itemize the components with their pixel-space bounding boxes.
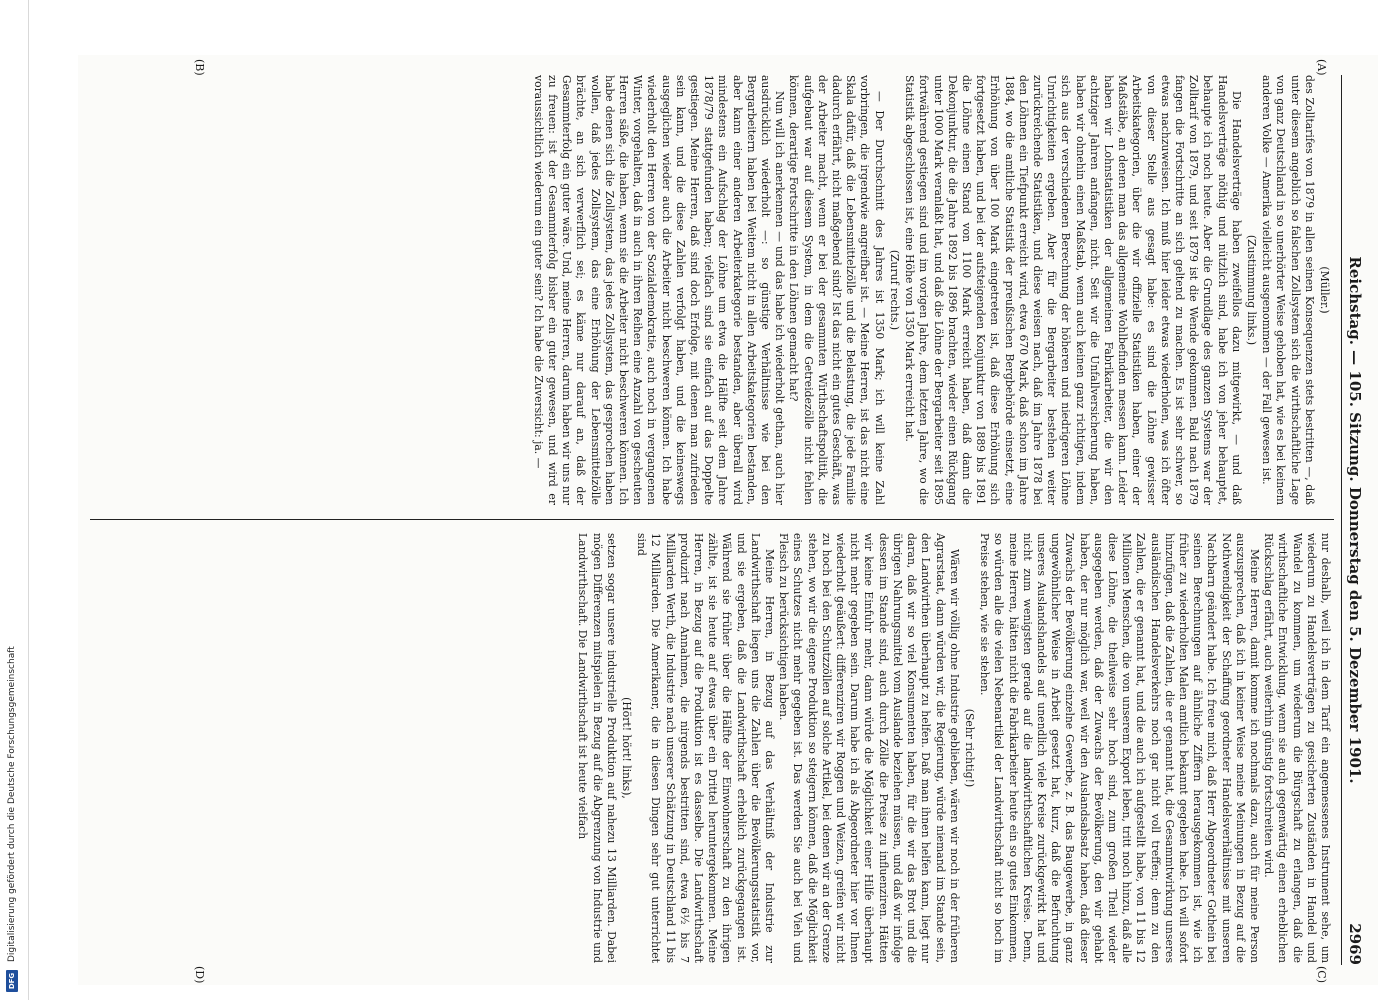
- paragraph: Die Handelsverträge haben zweifellos dazu mitgewirkt, — und daß Handelsverträge nöthig und nützlich sind, habe ich von jeher behauptet, behaupte ich noch heute. Aber die Grundlage des ganzen Systems war der Zolltarif von 1879, und seit 1879 ist die Wende gekommen. Bald nach 1879 fangen die Fortschritte an sich geltend zu machen. Es ist sehr schwer, so etwas nachzuweisen. Ich muß hier leider etwas wiederholen, was ich öfter von dieser Stelle aus gesagt habe: es sind die Löhne gewisser Arbeitskategorien, über die wir offizielle Statistiken haben, einer der Maßstäbe, an denen man das allgemeine Wohlbefinden messen kann. Leider haben wir Lohnstatistiken der allgemeinen Fabrikarbeiter, die wir den achtziger Jahren anfangen, nicht. Seit wir die Unfallversicherung haben, haben wir ohnehin einen Maßstab, wenn auch keinen ganz richtigen, indem sich aus der verschiedenen Berechnung der höheren und niedrigeren Löhne Unrichtigkeiten ergeben. Aber für die Bergarbeiter bestehen weiter zurückreichende Statistiken, und diese weisen nach, daß im Jahre 1878 bei den Löhnen ein Tiefpunkt erreicht wird, etwa 670 Mark, daß schon im Jahre 1884, wo die amtliche Statistik der preußischen Bergbehörde einsetzt, eine Erhöhung von über 100 Mark eingetreten ist, daß diese Erhöhung sich fortgesetzt haben, und bei der aufsteigenden Konjunktur von 1889 bis 1891 die Löhne einen Stand von 1100 Mark erreicht haben, daß dann die Dekonjunktur, die die Jahre 1892 bis 1896 brachten, wieder einen Rückgang unter 1000 Mark veranlaßt hat, und daß die Löhne der Bergarbeiter seit 1895 fortwährend gestiegen sind und im vorigen Jahre, dem letzten Jahre, wo die Statistik abgeschlossen ist, eine Höhe von 1350 Mark erreicht hat.: [903, 75, 1243, 505]
- paragraph: Wären wir völlig ohne Industrie geblieben, wären wir noch in der früheren Agrarstaat, dann würden wir, die Regierung, würde niemand im Stande sein, den Landwirthen überhaupt zu helfen. Daß man ihnen helfen kann, liegt nur daran, daß wir so viel Konsumenten haben, für die wir das Brot und die übrigen Nahrungsmittel vom Auslande beziehen müssen, und daß wir infolge dessen im Stande sind, auch durch Zölle die Preise zu influenziren. Hätten wir keine Einfuhr mehr, dann würde die Möglichkeit einer Hilfe überhaupt nicht mehr gegeben sein. Darum habe ich als Abgeordneter hier vor Ihnen wiederholt geäußert: differenziren wir Roggen und Weizen, greifen wir nicht zu hoch bei den Schutzzöllen auf solche Artikel, bei denen wir an der Grenze stehen, wo wir die eigene Produktion so steigern können, daß die Möglichkeit eines Schutzes nicht mehr gegeben ist. Das werden Sie auch bei Vieh und Fleisch zu berücksichtigen haben.: [777, 533, 961, 963]
- page-header: [1341, 75, 1364, 965]
- paragraph: Meine Herren, damit komme ich nochmals dazu, auch für meine Person auszusprechen, daß ich in keiner Weise meine Meinungen in Bezug auf die Nothwendigkeit der Schaffung geordneter Handelsverhältnisse mit unseren Nachbarn geändert habe. Ich freue mich, daß Herr Abgeordneter Gothein bei seinen Berechnungen auf ähnliche Ziffern herausgekommen ist, wie ich früher zu wiederholten Malen amtlich bekannt gegeben habe. Ich will sofort hinzufügen, daß die Zahlen, die er genannt hat, die Gesammtwirkung unseres ausländischen Handelsverkehrs noch gar nicht voll treffen; denn zu den Zahlen, die er genannt hat, und die auch ich aufgestellt habe, von 11 bis 12 Millionen Menschen, die von unserem Export leben, tritt noch hinzu, daß alle diese Löhne, die theilweise sehr hoch sind, zum großen Theil wieder ausgegeben werden, daß der Zuwachs der Bevölkerung, den wir gehabt haben, der nur möglich war, weil wir den Auslandsabsatz haben, daß dieser Zuwachs der Bevölkerung einzelne Gewerbe, z. B. das Baugewerbe, in ganz ungewöhnlicher Weise in Arbeit gesetzt hat, kurz, daß die Befruchtung unseres Auslandshandels auf unendlich viele Kreise zurückgewirkt hat und nicht zum wenigsten gerade auf die landwirthschaftlichen Kreise. Denn, meine Herren, hätten nicht die Fabrikarbeiter heute ein so gutes Einkommen, so würden alle die vielen Nebenartikel der Landwirthschaft nicht so hoch im Preise stehen, wie sie stehen.: [978, 533, 1261, 963]
- paragraph: setzen sogar unsere industrielle Produktion auf nahezu 13 Milliarden. Dabei mögen Differenzen mitspielen in Bezug auf die Abgrenzung von Industrie und Landwirthschaft. Die Landwirthschaft ist heute vielfach: [576, 533, 618, 963]
- margin-marker-d: (D): [193, 966, 206, 984]
- left-column: [92, 75, 1332, 505]
- column-divider: [90, 519, 1334, 520]
- paragraph: nur deshalb, weil ich in dem Tarif ein angemessenes Instrument sehe, um wiederum zu Handelsverträgen zu gesicherten Zuständen in Handel und Wandel zu kommen, um wiederum die Bürgschaft zu erlangen, daß die wirthschaftliche Entwicklung, wenn sie auch gegenwärtig einen erheblichen Rückschlag erfährt, auch weiterhin günstig fortschreiten wird.: [1262, 533, 1332, 963]
- digitization-credit-bar: [0, 0, 29, 1000]
- header-title: Reichstag. — 105. Sitzung. Donnerstag den 5. Dezember 1901.: [1346, 256, 1364, 784]
- paragraph: Meine Herren, in Bezug auf das Verhältniß der Industrie zur Landwirthschaft liegen uns die Zahlen über die Bevölkerungsstatistik vor, und sie ergeben, daß die Landwirthschaft erheblich zurückgegangen ist. Während sie früher über die Hälfte der Einwohnerschaft zu den ihrigen zählte, ist sie heute auf etwas über ein Drittel heruntergekommen. Meine Herren, in Bezug auf die Produktion ist es dasselbe. Die Landwirthschaft produzirt nach Annahmen, die nirgends bestritten sind, etwa 6½ bis 7 Milliarden Werth, die Industrie nach unserer Schätzung in Deutschland 11 bis 12 Milliarden. Die Amerikaner, die in diesen Dingen sehr gut unterrichtet sind: [635, 533, 777, 963]
- speaker-name: (Müller.): [1318, 266, 1331, 314]
- newspaper-page: [78, 55, 1378, 985]
- dfg-logo: DFG: [6, 970, 18, 992]
- paragraph: des Zolltarifes von 1879 in allen seinen Konsequenzen stets bestritten —, daß unter diesem angeblich so falschen Zollsystem sich die wirthschaftliche Lage von ganz Deutschland in so unerhörter Weise gehoben hat, wie es bei keinem anderen Volke — Amerika vielleicht ausgenommen — der Fall gewesen ist.: [1260, 75, 1316, 505]
- interjection: (Zustimmung links.): [1244, 234, 1258, 346]
- paragraph: — Der Durchschnitt des Jahres ist 1350 Mark; ich will keine Zahl vorbringen, die irgendwie angreifbar ist. — Meine Herren, ist das nicht eine Skala dafür, daß die Lebensmittelzölle und die Belastung, die jede Familie dadurch erfährt, nicht maßgebend sind? Ist das nicht ein gutes Geschäft, was der Arbeiter macht, wenn er bei der gesammten Wirthschaftspolitik, die aufgebaut war auf diesem System, in dem die Getreidezölle nicht fehlen können, derartige Fortschritte in den Löhnen gemacht hat?: [787, 75, 886, 505]
- interjection: (Zuruf rechts.): [887, 249, 901, 331]
- margin-marker-a: (A): [1315, 59, 1328, 76]
- interjection: (Sehr richtig!): [962, 708, 976, 788]
- credit-line: [6, 646, 18, 992]
- paragraph: Nun will ich anerkennen — und das habe ich wiederholt gethan, auch hier ausdrücklich wiederholt —: so günstige Verhältnisse wie bei den Bergarbeitern haben bei Weitem nicht in allen Arbeitskategorien bestanden, aber kann einer anderen Arbeiterkategorie bestanden, aber überall wird mindestens ein Aufschlag der Löhne um etwa die Hälfte seit dem Jahre 1878/79 stattgefunden haben; vielfach sind sie einfach auf das Doppelte gestiegen. Meine Herren, daß sind doch Erfolge, mit denen man zufrieden sein kann, und die diese Zahlen verfolgt haben, und die keineswegs ausgeglichen wieder auch die Arbeiter nicht beschweren können. Ich habe wiederholt den Herren von der Sozialdemokratie, auch noch in vergangenen Winter, vorgehalten, daß in auch in ihren Reihen eine Anzahl von gescheuten Herren säße, die haben, wenn sie die Arbeiter nicht beschweren können. Ich habe denen sich die Zollsystem, das jedes Zollsystem, das gesprochen haben wollen, daß jedes Zollsystem, das eine Erhöhung der Lebensmittelzölle brächte, an sich verwerflich sei; es käme nur darauf an, daß der Gesammterfolg ein guter wäre. Und, meine Herren, darum haben wir uns nur zu freuen: ist der Gesammterfolg bisher ein guter gewesen, und wird er voraussichtlich wiederum ein guter sein? Ich habe die Zuversicht: ja. —: [531, 75, 787, 505]
- scanned-page-viewport: [78, 55, 1378, 985]
- credit-text: Digitalisierung gefördert durch die Deutsche Forschungsgemeinschaft: [7, 646, 17, 962]
- right-column: [92, 533, 1332, 963]
- interjection: (Hört! hört! links),: [620, 697, 634, 799]
- page-number: 2969: [1346, 923, 1364, 965]
- margin-marker-c: (C): [1315, 966, 1328, 983]
- margin-marker-b: (B): [193, 59, 206, 76]
